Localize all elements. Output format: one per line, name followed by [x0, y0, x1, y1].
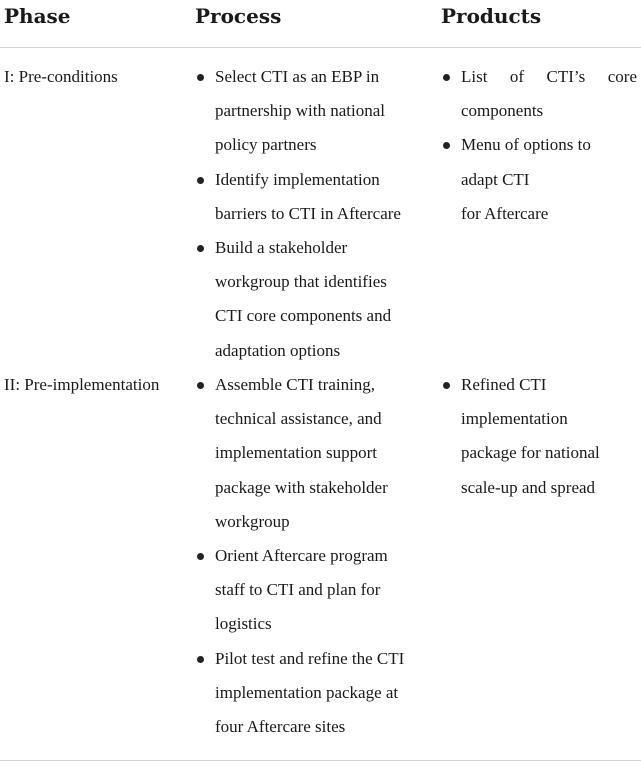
bullet-icon [197, 245, 204, 252]
products-list [441, 368, 637, 505]
header-rule [0, 47, 641, 48]
bullet-icon [197, 656, 204, 663]
header-phase: Phase [4, 4, 71, 28]
phase-cell: II: Pre-implementation [4, 375, 160, 394]
bullet-icon [197, 553, 204, 560]
process-item: Orient Aftercare program staff to CTI and plan for logistics [195, 539, 435, 642]
process-item: Identify implementation barriers to CTI in Aftercare [195, 163, 435, 231]
process-item: Build a stakeholder workgroup that identifies CTI core components and adaptation options [195, 231, 435, 368]
product-item: List of CTI’s core components [441, 60, 637, 128]
bullet-icon [443, 142, 450, 149]
process-item: Select CTI as an EBP in partnership with national policy partners [195, 60, 435, 163]
products-list [441, 60, 637, 231]
process-list [195, 60, 435, 368]
bullet-icon [443, 382, 450, 389]
product-item: Menu of options to adapt CTI for Aftercare [441, 128, 637, 231]
phase-cell: I: Pre-conditions [4, 67, 118, 86]
bullet-icon [197, 74, 204, 81]
bullet-icon [197, 177, 204, 184]
process-item: Assemble CTI training, technical assistance, and implementation support package with stakeholder workgroup [195, 368, 435, 539]
header-products: Products [441, 4, 542, 28]
bottom-rule [0, 760, 641, 761]
product-item: Refined CTI implementation package for national scale-up and spread [441, 368, 637, 505]
process-item: Pilot test and refine the CTI implementation package at four Aftercare sites [195, 642, 435, 745]
process-list [195, 368, 435, 744]
header-process: Process [195, 4, 282, 28]
bullet-icon [443, 74, 450, 81]
bullet-icon [197, 382, 204, 389]
